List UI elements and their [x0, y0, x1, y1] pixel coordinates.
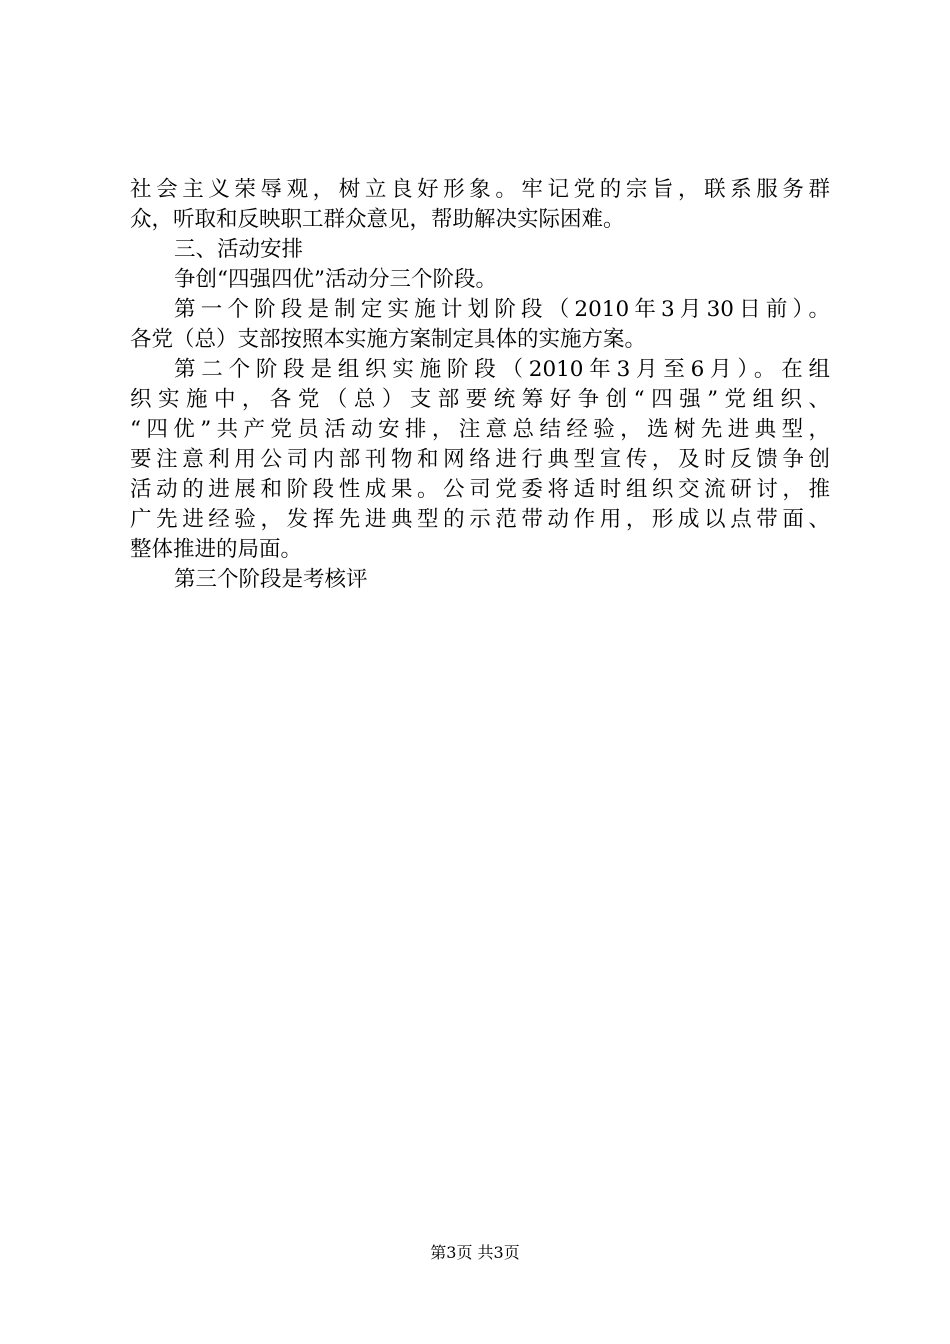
body-line-10: 要注意利用公司内部刊物和网络进行典型宣传，及时反馈争创: [130, 447, 830, 472]
body-line-4: 争创“四强四优”活动分三个阶段。: [174, 267, 497, 292]
body-line-12: 广先进经验，发挥先进典型的示范带动作用，形成以点带面、: [130, 507, 830, 532]
body-line-1: 社会主义荣辱观，树立良好形象。牢记党的宗旨，联系服务群: [130, 177, 830, 202]
body-line-2: 众，听取和反映职工群众意见，帮助解决实际困难。: [130, 207, 625, 232]
body-line-7: 第二个阶段是组织实施阶段（2010年3月至6月）。在组: [174, 357, 830, 382]
body-line-9: “四优”共产党员活动安排，注意总结经验，选树先进典型，: [130, 417, 830, 442]
section-heading: 三、活动安排: [174, 237, 304, 262]
body-line-13: 整体推进的局面。: [130, 537, 303, 562]
body-line-5: 第一个阶段是制定实施计划阶段（2010年3月30日前）。: [174, 297, 830, 322]
body-line-11: 活动的进展和阶段性成果。公司党委将适时组织交流研讨，推: [130, 477, 830, 502]
page-footer: 第3页 共3页: [430, 1243, 520, 1262]
body-line-14: 第三个阶段是考核评: [174, 567, 368, 592]
body-line-8: 织实施中，各党（总）支部要统筹好争创“四强”党组织、: [130, 387, 830, 412]
document-body: [130, 175, 830, 595]
body-line-6: 各党（总）支部按照本实施方案制定具体的实施方案。: [130, 327, 647, 352]
